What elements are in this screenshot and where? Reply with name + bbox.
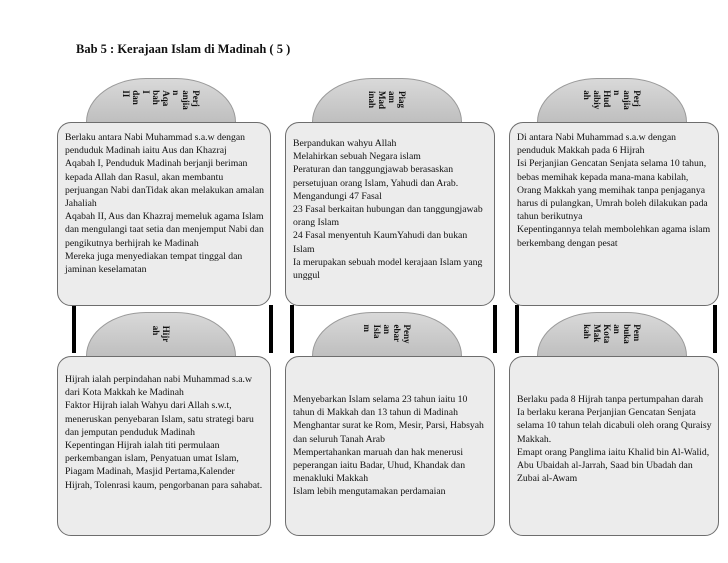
connector-bar (713, 305, 717, 353)
card-perjanjian-aqabah (57, 122, 271, 306)
card-perjanjian-hudaibiyah (509, 122, 719, 306)
page-title: Bab 5 : Kerajaan Islam di Madinah ( 5 ) (76, 42, 291, 56)
card-penyebaran-islam (285, 356, 495, 536)
tab-label: Pem buka an Kota Mak kah (582, 324, 642, 344)
card-body: Berlaku pada 8 Hijrah tanpa pertumpahan darah Ia berlaku kerana Perjanjian Gencatan Senjata selama 10 tahun telah dicabuli oleh orang Quraisy Makkah. Emapt orang Panglima iaitu Khalid bin Al-Walid, Abu Ubaidah al-Jarrah, Saad bin Ubadah dan Zubai al-Awam (517, 394, 712, 485)
tab-penyebaran-islam (312, 312, 462, 359)
tab-label: Perj anjia n Aqa bah I dan II (121, 90, 201, 110)
connector-bar (269, 305, 273, 353)
tab-label: Peny ebar an Isla m (362, 324, 412, 344)
tab-hijrah (86, 312, 236, 359)
card-body: Menyebarkan Islam selama 23 tahun iaitu 10 tahun di Makkah dan 13 tahun di Madinah Menghantar surat ke Rom, Mesir, Parsi, Habsyah dan seluruh Tanah Arab Mempertahankan maruah dan hak menerusi peperangan iaitu Badar, Uhud, Khandak dan menakluki Makkah Islam lebih mengutamakan perdamaian (293, 394, 484, 498)
card-pembukaan-kota-makkah (509, 356, 719, 536)
connector-bar (290, 305, 294, 353)
connector-bar (493, 305, 497, 353)
card-piagam-madinah (285, 122, 495, 306)
connector-bar (72, 305, 76, 353)
tab-perjanjian-aqabah (86, 78, 236, 125)
tab-label: Hijr ah (151, 325, 171, 343)
tab-pembukaan-kota-makkah (537, 312, 687, 359)
connector-bar (515, 305, 519, 353)
tab-label: Piag am Mad inah (367, 91, 407, 110)
card-body: Di antara Nabi Muhammad s.a.w dengan penduduk Makkah pada 6 Hijrah Isi Perjanjian Gencatan Senjata selama 10 tahun, bebas memihak kepada mana-mana kabilah, Orang Makkah yang memihak tanpa penjaganya harus di pulangkan, Umrah boleh dilakukan pada tahun berikutnya Kepentingannya telah membolehkan agama islam berkembang dengan pesat (517, 132, 711, 249)
tab-piagam-madinah (312, 78, 462, 125)
card-body: Berlaku antara Nabi Muhammad s.a.w dengan penduduk Madinah iaitu Aus dan Khazraj Aqabah I, Penduduk Madinah berjanji beriman kepada Allah dan Rasul, akan membantu perjuangan Nabi danTidak akan melakukan amalan Jahaliah Aqabah II, Aus dan Khazraj memeluk agama Islam dan mengulangi taat setia dan menjemput Nabi dan pengikutnya berhijrah ke Madinah Mereka juga menyediakan tempat tinggal dan jaminan keselamatan (65, 132, 264, 276)
tab-perjanjian-hudaibiyah (537, 78, 687, 125)
card-body: Hijrah ialah perpindahan nabi Muhammad s.a.w dari Kota Makkah ke Madinah Faktor Hijrah ialah Wahyu dari Allah s.w.t, meneruskan penyebaran Islam, satu strategi baru dan jemputan penduduk Madinah Kepentingan Hijrah ialah titi permulaan perkembangan islam, Penyatuan umat Islam, Piagam Madinah, Masjid Pertama,Kalender Hijrah, Tolenrasi kaum, pengorbanan para sahabat. (65, 374, 263, 491)
card-body: Berpandukan wahyu Allah Melahirkan sebuah Negara islam Peraturan dan tanggungjawab berasaskan persetujuan orang Islam, Yahudi dan Arab. Mengandungi 47 Fasal 23 Fasal berkaitan hubungan dan tanggungjawab orang Islam 24 Fasal menyentuh KaumYahudi dan bukan Islam Ia merupakan sebuah model kerajaan Islam yang unggul (293, 138, 483, 282)
card-hijrah (57, 356, 271, 536)
tab-label: Perj anjia n Hud aibiy ah (582, 90, 642, 110)
